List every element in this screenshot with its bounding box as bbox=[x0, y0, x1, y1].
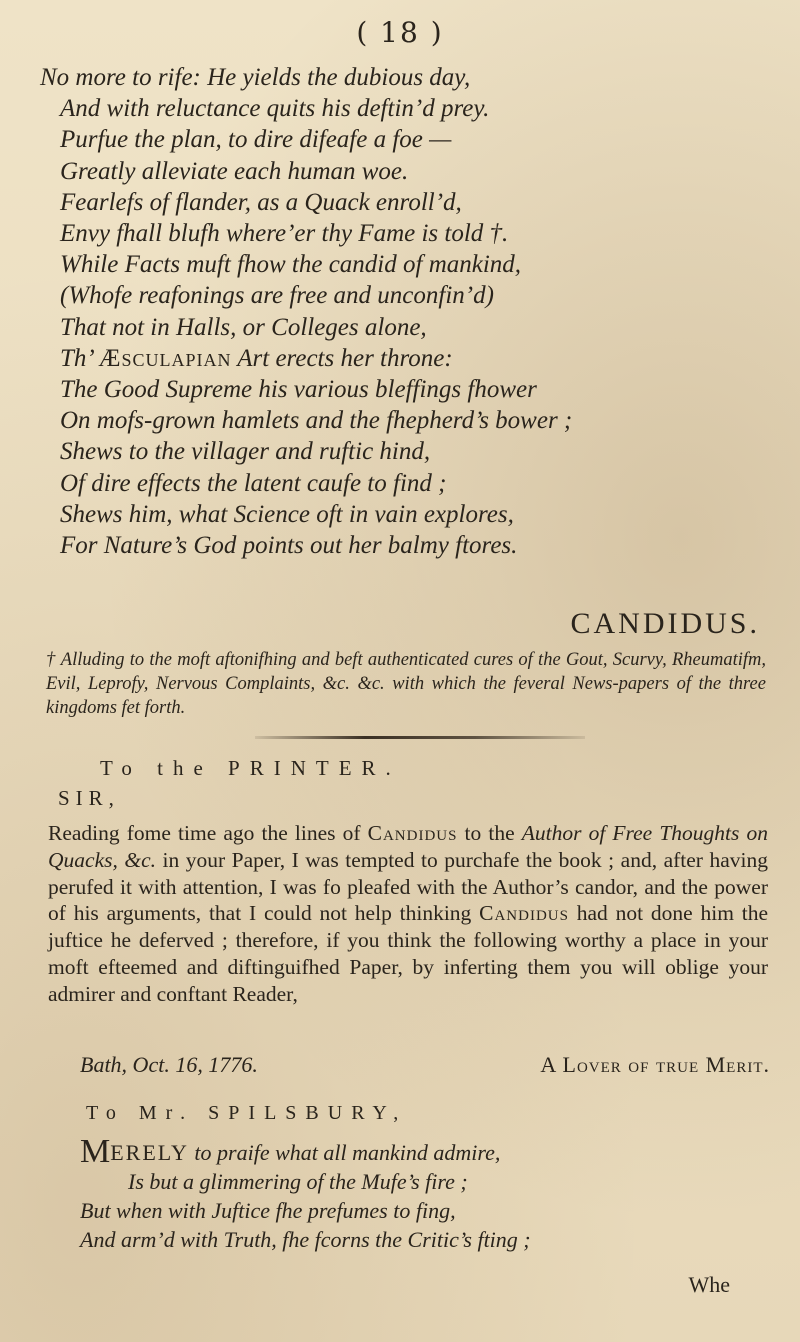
poem-line: No more to rife: He yields the dubious day, bbox=[40, 64, 471, 91]
salutation: SIR, bbox=[58, 786, 120, 810]
letter-text: to the bbox=[457, 821, 522, 845]
poem-line: Purfue the plan, to dire difeafe a foe — bbox=[60, 126, 452, 154]
second-poem bbox=[80, 1133, 770, 1254]
footnote: † Alluding to the moft aftonifhing and beft authenticated cures of the Gout, Scurvy, Rheumatifm, Evil, Leprofy, Nervous Complaints, &c. &c. with which the feveral News-papers of the three kingdoms fet forth. bbox=[46, 650, 766, 718]
drop-cap: M bbox=[80, 1133, 111, 1170]
second-poem-line bbox=[80, 1133, 770, 1170]
place-date: Bath, Oct. 16, 1776. bbox=[80, 1052, 258, 1077]
poem-line-start: Th’ bbox=[60, 344, 99, 372]
poem-line: The Good Supreme his various bleffings fhower bbox=[60, 376, 537, 404]
poem-line: And with reluctance quits his deftin’d prey. bbox=[60, 95, 490, 123]
letter-heading: To the PRINTER. bbox=[100, 756, 401, 780]
letter-book-title: Author of Free Thoughts on Quacks, &c. bbox=[48, 821, 768, 872]
second-heading: To Mr. SPILSBURY, bbox=[86, 1102, 408, 1124]
letter-text: in your Paper, I was tempted to purchafe the book ; and, after having perufed it with attention, I was fo pleafed with the Author’s candor, and the power of his arguments, that I could not help thinking bbox=[48, 847, 768, 926]
second-poem-line: And arm’d with Truth, fhe fcorns the Critic’s fting ; bbox=[80, 1227, 531, 1252]
letter-name-candidus: Candidus bbox=[367, 821, 458, 845]
poem-line-end: Art erects her throne: bbox=[231, 344, 453, 372]
second-poem-line: But when with Juftice fhe prefumes to fing, bbox=[80, 1198, 456, 1223]
poem-signature: CANDIDUS. bbox=[570, 607, 760, 640]
catchword: Whe bbox=[688, 1272, 730, 1297]
letter-text: Reading fome time ago the lines of bbox=[48, 821, 368, 845]
letter-body bbox=[48, 820, 768, 1008]
page-number: ( 18 ) bbox=[356, 16, 444, 49]
poem-line: For Nature’s God points out her balmy ftores. bbox=[60, 532, 518, 560]
poem-line: Shews him, what Science oft in vain explores, bbox=[60, 500, 514, 528]
line-text: to praife what all mankind admire, bbox=[188, 1140, 501, 1165]
letter-closing: A Lover of true Merit. bbox=[540, 1052, 770, 1077]
poem-line: (Whofe reafonings are free and unconfin’d) bbox=[60, 282, 494, 310]
poem-line: Envy fhall blufh where’er thy Fame is told †. bbox=[60, 220, 509, 248]
poem-line: Greatly alleviate each human woe. bbox=[60, 157, 409, 185]
poem-line: Fearlefs of flander, as a Quack enroll’d, bbox=[60, 188, 462, 216]
letter-text: had not done him the juftice he deferved ; therefore, if you think the following worthy a place in your moft efteemed and diftinguifhed Paper, by inferting them you will oblige your admirer and conftant Reader, bbox=[48, 901, 768, 1006]
opening-caps: ERELY bbox=[110, 1140, 189, 1165]
poem bbox=[40, 62, 780, 561]
poem-line: While Facts muft fhow the candid of mankind, bbox=[60, 251, 522, 279]
second-poem-line: Is but a glimmering of the Mufe’s fire ; bbox=[128, 1169, 468, 1194]
letter-name-candidus: Candidus bbox=[479, 901, 569, 926]
letter-paragraph bbox=[48, 820, 768, 1008]
poem-line: That not in Halls, or Colleges alone, bbox=[60, 313, 427, 341]
section-divider bbox=[255, 736, 585, 739]
dateline bbox=[80, 1052, 770, 1078]
poem-line: Of dire effects the latent caufe to find ; bbox=[60, 469, 447, 497]
poem-line bbox=[40, 343, 780, 374]
poem-line: Shews to the villager and ruftic hind, bbox=[60, 438, 431, 466]
poem-line: On mofs-grown hamlets and the fhepherd’s bower ; bbox=[60, 407, 573, 435]
aesculapian-word: Æsculapian bbox=[98, 344, 232, 372]
